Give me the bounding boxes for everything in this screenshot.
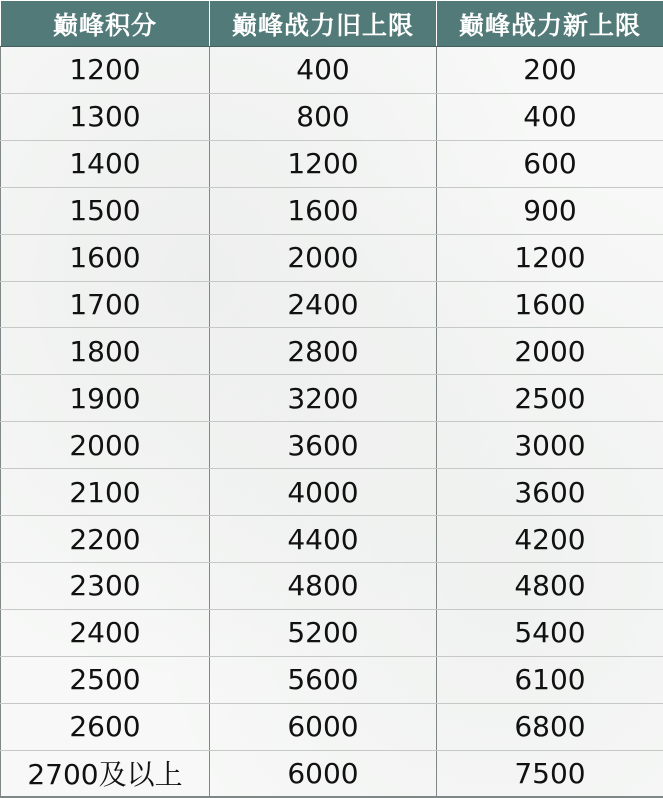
cell-new-power-limit: 5400 xyxy=(437,609,663,656)
header-old-power-limit: 巅峰战力旧上限 xyxy=(210,1,437,47)
cell-peak-score: 2000 xyxy=(1,422,210,469)
table-row xyxy=(1,375,663,422)
cell-new-power-limit: 2500 xyxy=(437,375,663,422)
table-row xyxy=(1,469,663,516)
cell-peak-score: 1500 xyxy=(1,187,210,234)
cell-old-power-limit: 800 xyxy=(210,93,437,140)
cell-old-power-limit: 5600 xyxy=(210,656,437,703)
cell-peak-score: 1900 xyxy=(1,375,210,422)
cell-old-power-limit: 4800 xyxy=(210,562,437,609)
cell-old-power-limit: 1200 xyxy=(210,140,437,187)
table-row xyxy=(1,234,663,281)
header-peak-score: 巅峰积分 xyxy=(1,1,210,47)
cell-old-power-limit: 400 xyxy=(210,47,437,94)
table-row xyxy=(1,562,663,609)
cell-peak-score: 1700 xyxy=(1,281,210,328)
cell-new-power-limit: 4800 xyxy=(437,562,663,609)
cell-new-power-limit: 3600 xyxy=(437,469,663,516)
table-row xyxy=(1,47,663,94)
cell-peak-score: 1600 xyxy=(1,234,210,281)
table-header xyxy=(1,1,663,47)
cell-old-power-limit: 6000 xyxy=(210,750,437,797)
table-row xyxy=(1,516,663,563)
cell-peak-score: 2500 xyxy=(1,656,210,703)
cell-peak-score: 2400 xyxy=(1,609,210,656)
cell-new-power-limit: 1200 xyxy=(437,234,663,281)
cell-peak-score: 1400 xyxy=(1,140,210,187)
cell-peak-score: 1200 xyxy=(1,47,210,94)
cell-old-power-limit: 2000 xyxy=(210,234,437,281)
header-row xyxy=(1,1,663,47)
table-row xyxy=(1,328,663,375)
cell-new-power-limit: 6800 xyxy=(437,703,663,750)
cell-old-power-limit: 2400 xyxy=(210,281,437,328)
table-row xyxy=(1,750,663,797)
table-row xyxy=(1,281,663,328)
cell-old-power-limit: 5200 xyxy=(210,609,437,656)
table-body xyxy=(1,47,663,798)
cell-peak-score: 2700及以上 xyxy=(1,750,210,797)
cell-new-power-limit: 6100 xyxy=(437,656,663,703)
cell-old-power-limit: 1600 xyxy=(210,187,437,234)
cell-new-power-limit: 3000 xyxy=(437,422,663,469)
cell-new-power-limit: 7500 xyxy=(437,750,663,797)
header-new-power-limit: 巅峰战力新上限 xyxy=(437,1,663,47)
cell-old-power-limit: 3200 xyxy=(210,375,437,422)
cell-old-power-limit: 2800 xyxy=(210,328,437,375)
table-row xyxy=(1,609,663,656)
cell-new-power-limit: 2000 xyxy=(437,328,663,375)
table-row xyxy=(1,422,663,469)
cell-new-power-limit: 600 xyxy=(437,140,663,187)
cell-peak-score: 2200 xyxy=(1,516,210,563)
cell-new-power-limit: 900 xyxy=(437,187,663,234)
cell-peak-score: 2600 xyxy=(1,703,210,750)
cell-peak-score: 2100 xyxy=(1,469,210,516)
table-row xyxy=(1,656,663,703)
table-row xyxy=(1,187,663,234)
cell-new-power-limit: 200 xyxy=(437,47,663,94)
cell-old-power-limit: 6000 xyxy=(210,703,437,750)
table-row xyxy=(1,703,663,750)
cell-peak-score: 2300 xyxy=(1,562,210,609)
cell-old-power-limit: 4000 xyxy=(210,469,437,516)
cell-old-power-limit: 4400 xyxy=(210,516,437,563)
table-row xyxy=(1,93,663,140)
cell-new-power-limit: 4200 xyxy=(437,516,663,563)
table-row xyxy=(1,140,663,187)
cell-peak-score: 1300 xyxy=(1,93,210,140)
cell-new-power-limit: 400 xyxy=(437,93,663,140)
cell-new-power-limit: 1600 xyxy=(437,281,663,328)
cell-peak-score: 1800 xyxy=(1,328,210,375)
cell-old-power-limit: 3600 xyxy=(210,422,437,469)
